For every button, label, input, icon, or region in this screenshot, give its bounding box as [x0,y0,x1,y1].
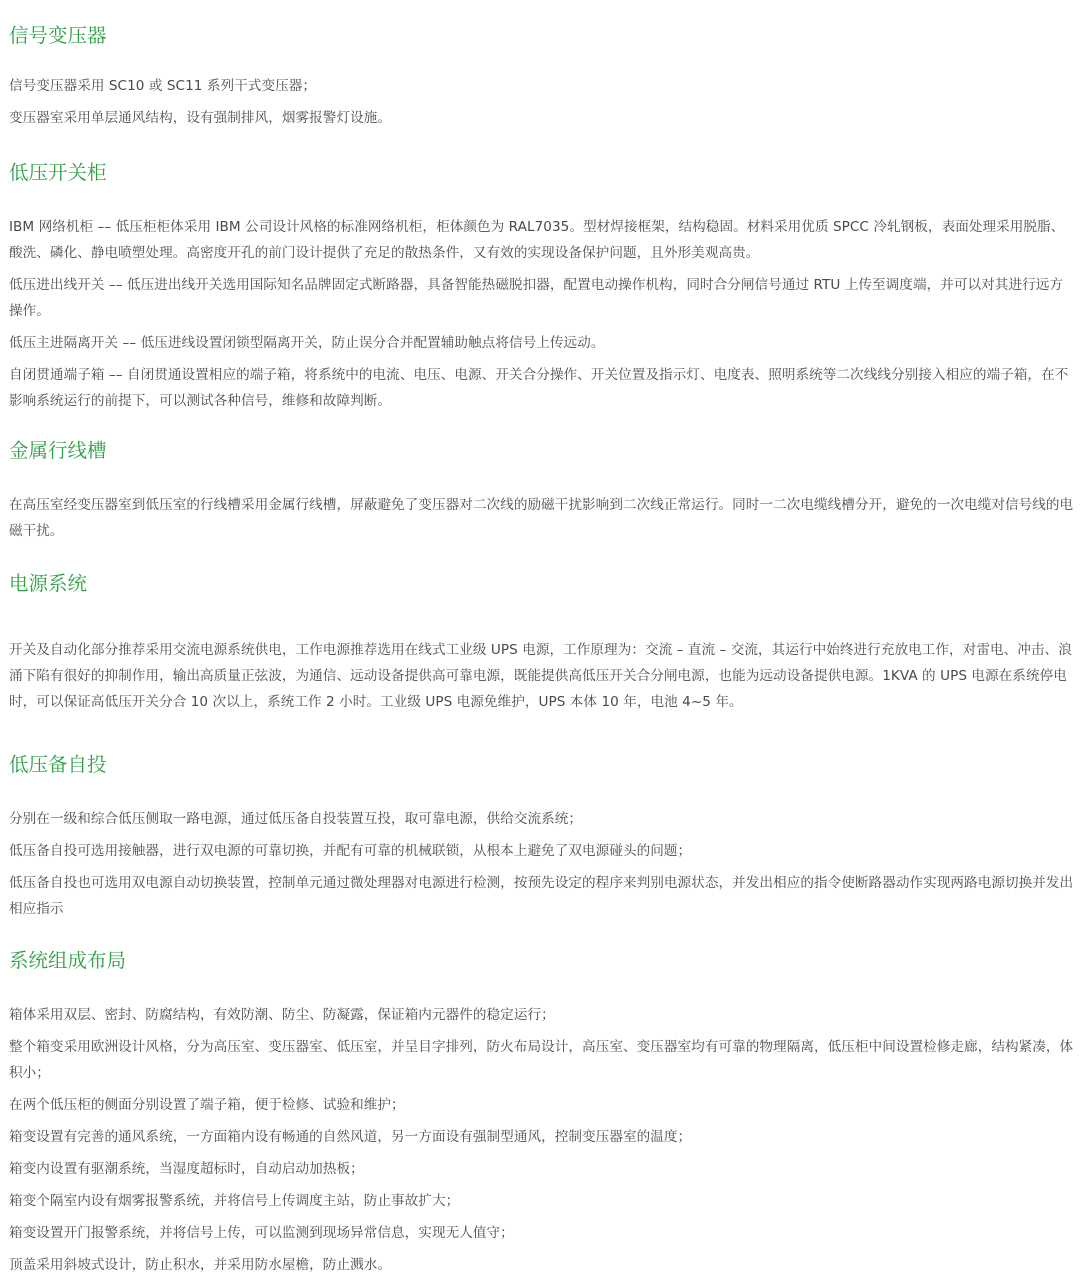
paragraph: 信号变压器采用 SC10 或 SC11 系列干式变压器； [9,78,317,94]
paragraph: 变压器室采用单层通风结构，设有强制排风，烟雾报警灯设施。 [9,110,392,126]
section-title: 金属行线槽 [9,439,107,462]
section-power-system [9,571,1076,715]
paragraph: 分别在一级和综合低压侧取一路电源，通过低压备自投装置互投，取可靠电源，供给交流系统； [9,811,583,827]
paragraph: 低压备自投可选用接触器，进行双电源的可靠切换，并配有可靠的机械联锁，从根本上避免了双电源碰头的问题； [9,843,692,859]
section-low-voltage-switchgear [9,160,1076,414]
paragraph: 顶盖采用斜坡式设计，防止积水，并采用防水屋檐，防止溅水。 [9,1257,392,1273]
section-signal-transformer [9,23,1076,131]
paragraph: 低压主进隔离开关 –– 低压进线设置闭锁型隔离开关，防止误分合并配置辅助触点将信号上传远动。 [9,335,605,351]
paragraph: 低压备自投也可选用双电源自动切换装置，控制单元通过微处理器对电源进行检测，按预先设定的程序来判别电源状态，并发出相应的指令使断路器动作实现两路电源切换并发出相应指示 [9,875,1074,917]
section-title: 系统组成布局 [9,949,127,972]
paragraph: 开关及自动化部分推荐采用交流电源系统供电，工作电源推荐选用在线式工业级 UPS 电源，工作原理为：交流 – 直流 – 交流，其运行中始终进行充放电工作，对雷电、冲击、浪涌下陷有很好的抑制作用，输出高质量正弦波，为通信、远动设备提供高可靠电源，既能提供高低压开关合分闸电源，也能为远动设备提供电源。1KVA 的 UPS 电源在系统停电时，可以保证高低压开关分合 10 次以上，系统工作 2 小时。工业级 UPS 电源免维护，UPS 本体 10 年，电池 4~5 年。 [9,642,1072,710]
paragraph: 低压进出线开关 –– 低压进出线开关选用国际知名品牌固定式断路器，具备智能热磁脱扣器，配置电动操作机构，同时合分闸信号通过 RTU 上传至调度端，并可以对其进行远方操作。 [9,277,1064,319]
paragraph: 箱变设置有完善的通风系统，一方面箱内设有畅通的自然风道，另一方面设有强制型通风，控制变压器室的温度； [9,1129,692,1145]
section-system-layout [9,948,1076,1278]
paragraph: 自闭贯通端子箱 –– 自闭贯通设置相应的端子箱，将系统中的电流、电压、电源、开关合分操作、开关位置及指示灯、电度表、照明系统等二次线线分别接入相应的端子箱，在不影响系统运行的前提下，可以测试各种信号，维修和故障判断。 [9,367,1069,409]
section-title: 低压备自投 [9,753,107,776]
paragraph: 箱变个隔室内设有烟雾报警系统，并将信号上传调度主站，防止事故扩大； [9,1193,460,1209]
paragraph: 在高压室经变压器室到低压室的行线槽采用金属行线槽，屏蔽避免了变压器对二次线的励磁干扰影响到二次线正常运行。同时一二次电缆线槽分开，避免的一次电缆对信号线的电磁干扰。 [9,497,1074,539]
paragraph: 箱变内设置有驱潮系统，当湿度超标时，自动启动加热板； [9,1161,364,1177]
paragraph: 在两个低压柜的侧面分别设置了端子箱，便于检修、试验和维护； [9,1097,405,1113]
paragraph: 箱体采用双层、密封、防腐结构，有效防潮、防尘、防凝露，保证箱内元器件的稳定运行； [9,1007,555,1023]
paragraph: 箱变设置开门报警系统，并将信号上传，可以监测到现场异常信息，实现无人值守； [9,1225,514,1241]
section-metal-wire-trough [9,438,1076,544]
section-title: 低压开关柜 [9,161,107,184]
section-low-voltage-auto-transfer [9,752,1076,922]
section-title: 信号变压器 [9,24,107,47]
paragraph: IBM 网络机柜 –– 低压柜柜体采用 IBM 公司设计风格的标准网络机柜，柜体颜色为 RAL7035。型材焊接框架，结构稳固。材料采用优质 SPCC 冷轧钢板，表面处理采用脱脂、酸洗、磷化、静电喷塑处理。高密度开孔的前门设计提供了充足的散热条件，又有效的实现设备保护问题，且外形美观高贵。 [9,219,1065,261]
paragraph: 整个箱变采用欧洲设计风格，分为高压室、变压器室、低压室，并呈目字排列，防火布局设计，高压室、变压器室均有可靠的物理隔离，低压柜中间设置检修走廊，结构紧凑，体积小； [9,1039,1074,1081]
section-title: 电源系统 [9,572,88,595]
